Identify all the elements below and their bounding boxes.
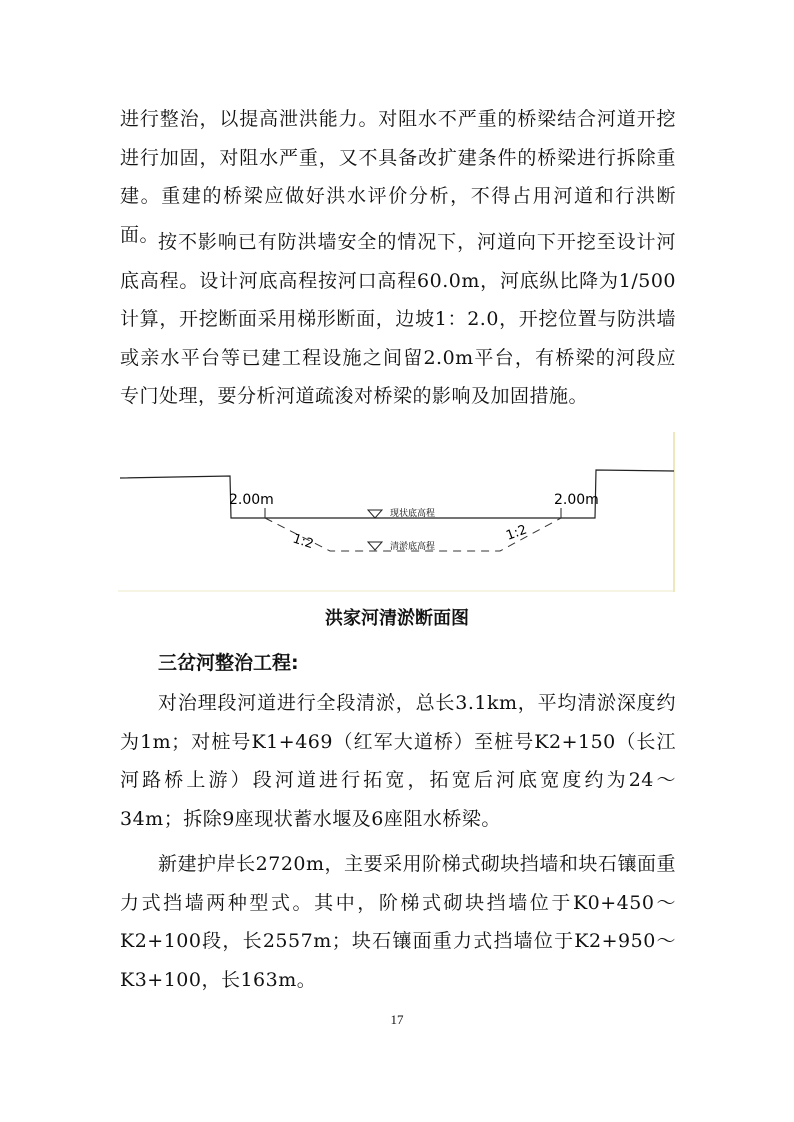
figure-caption: 洪家河清淤断面图 [325,608,469,629]
left-width-label: 2.00m [229,492,274,508]
paragraph-revetment: 新建护岸长2720m，主要采用阶梯式砌块挡墙和块石镶面重力式挡墙两种型式。其中，阶梯式砌块挡墙位于K0+450～K2+100段，长2557m；块石镶面重力式挡墙位于K2+950～K3+100，长163m。 [120,853,676,991]
left-slope-label: 1:2 [290,531,316,553]
paragraph-flood-capacity: 进行整治，以提高泄洪能力。对阻水不严重的桥梁结合河道开挖进行加固，对阻水严重，又不具备改扩建条件的桥梁进行拆除重建。重建的桥梁应做好洪水评价分析，不得占用河道和行洪断面。 [120,108,676,246]
page-number: 17 [390,1012,404,1027]
dredged-bed-label: 清淤底高程 [390,542,436,552]
dredged-bed-marker-icon [368,542,382,550]
existing-bed-label: 现状底高程 [390,509,436,519]
existing-bed-marker-icon [368,510,382,518]
right-slope-label: 1:2 [504,522,530,544]
section-heading: 三岔河整治工程: [158,652,299,674]
river-cross-section-figure [118,432,678,592]
right-width-label: 2.00m [554,492,599,508]
paragraph-excavation-design: 按不影响已有防洪墙安全的情况下，河道向下开挖至设计河底高程。设计河底高程按河口高程60.0m，河底纵比降为1/500计算，开挖断面采用梯形断面，边坡1：2.0，开挖位置与防洪墙或亲水平台等已建工程设施之间留2.0m平台，有桥梁的河段应专门处理，要分析河道疏浚对桥梁的影响及加固措施。 [120,231,676,407]
paragraph-dredging: 对治理段河道进行全段清淤，总长3.1km，平均清淤深度约为1m；对桩号K1+469（红军大道桥）至桩号K2+150（长江河路桥上游）段河道进行拓宽，拓宽后河底宽度约为24～34m；拆除9座现状蓄水堰及6座阻水桥梁。 [120,692,676,830]
